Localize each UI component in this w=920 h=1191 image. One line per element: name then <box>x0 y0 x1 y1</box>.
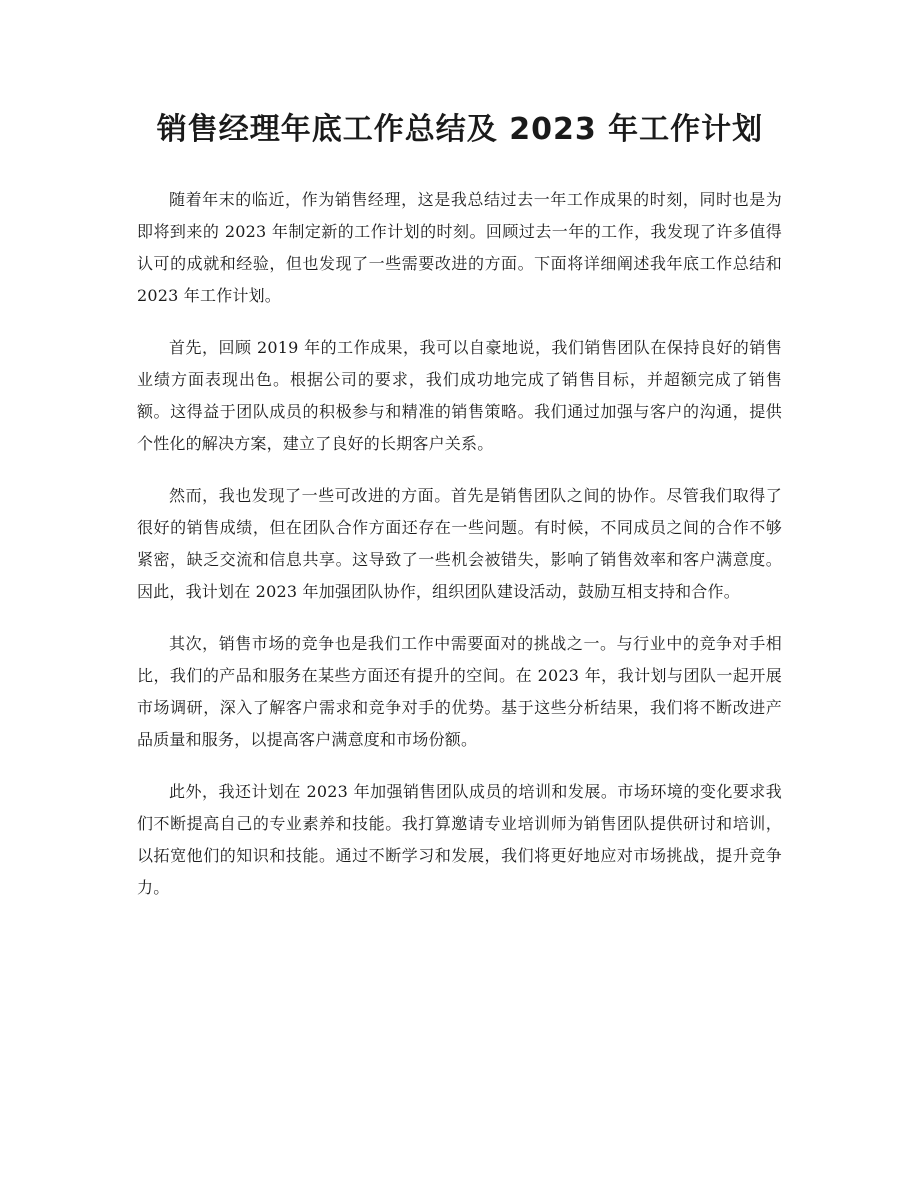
paragraph-training: 此外，我还计划在 2023 年加强销售团队成员的培训和发展。市场环境的变化要求我们不断提高自己的专业素养和技能。我打算邀请专业培训师为销售团队提供研讨和培训，以拓宽他们的知识和技能。通过不断学习和发展，我们将更好地应对市场挑战，提升竞争力。 <box>137 782 782 897</box>
paragraph-competition: 其次，销售市场的竞争也是我们工作中需要面对的挑战之一。与行业中的竞争对手相比，我们的产品和服务在某些方面还有提升的空间。在 2023 年，我计划与团队一起开展市场调研，深入了解客户需求和竞争对手的优势。基于这些分析结果，我们将不断改进产品质量和服务，以提高客户满意度和市场份额。 <box>137 634 782 749</box>
document-body <box>137 184 782 924</box>
paragraph-achievements: 首先，回顾 2019 年的工作成果，我可以自豪地说，我们销售团队在保持良好的销售业绩方面表现出色。根据公司的要求，我们成功地完成了销售目标，并超额完成了销售额。这得益于团队成员的积极参与和精准的销售策略。我们通过加强与客户的沟通，提供个性化的解决方案，建立了良好的长期客户关系。 <box>137 338 782 453</box>
paragraph-improvements: 然而，我也发现了一些可改进的方面。首先是销售团队之间的协作。尽管我们取得了很好的销售成绩，但在团队合作方面还存在一些问题。有时候，不同成员之间的合作不够紧密，缺乏交流和信息共享。这导致了一些机会被错失，影响了销售效率和客户满意度。因此，我计划在 2023 年加强团队协作，组织团队建设活动，鼓励互相支持和合作。 <box>137 486 782 601</box>
paragraph-intro: 随着年末的临近，作为销售经理，这是我总结过去一年工作成果的时刻，同时也是为即将到来的 2023 年制定新的工作计划的时刻。回顾过去一年的工作，我发现了许多值得认可的成就和经验，但也发现了一些需要改进的方面。下面将详细阐述我年底工作总结和 2023 年工作计划。 <box>137 190 782 305</box>
document-title: 销售经理年底工作总结及 2023 年工作计划 <box>156 112 764 147</box>
